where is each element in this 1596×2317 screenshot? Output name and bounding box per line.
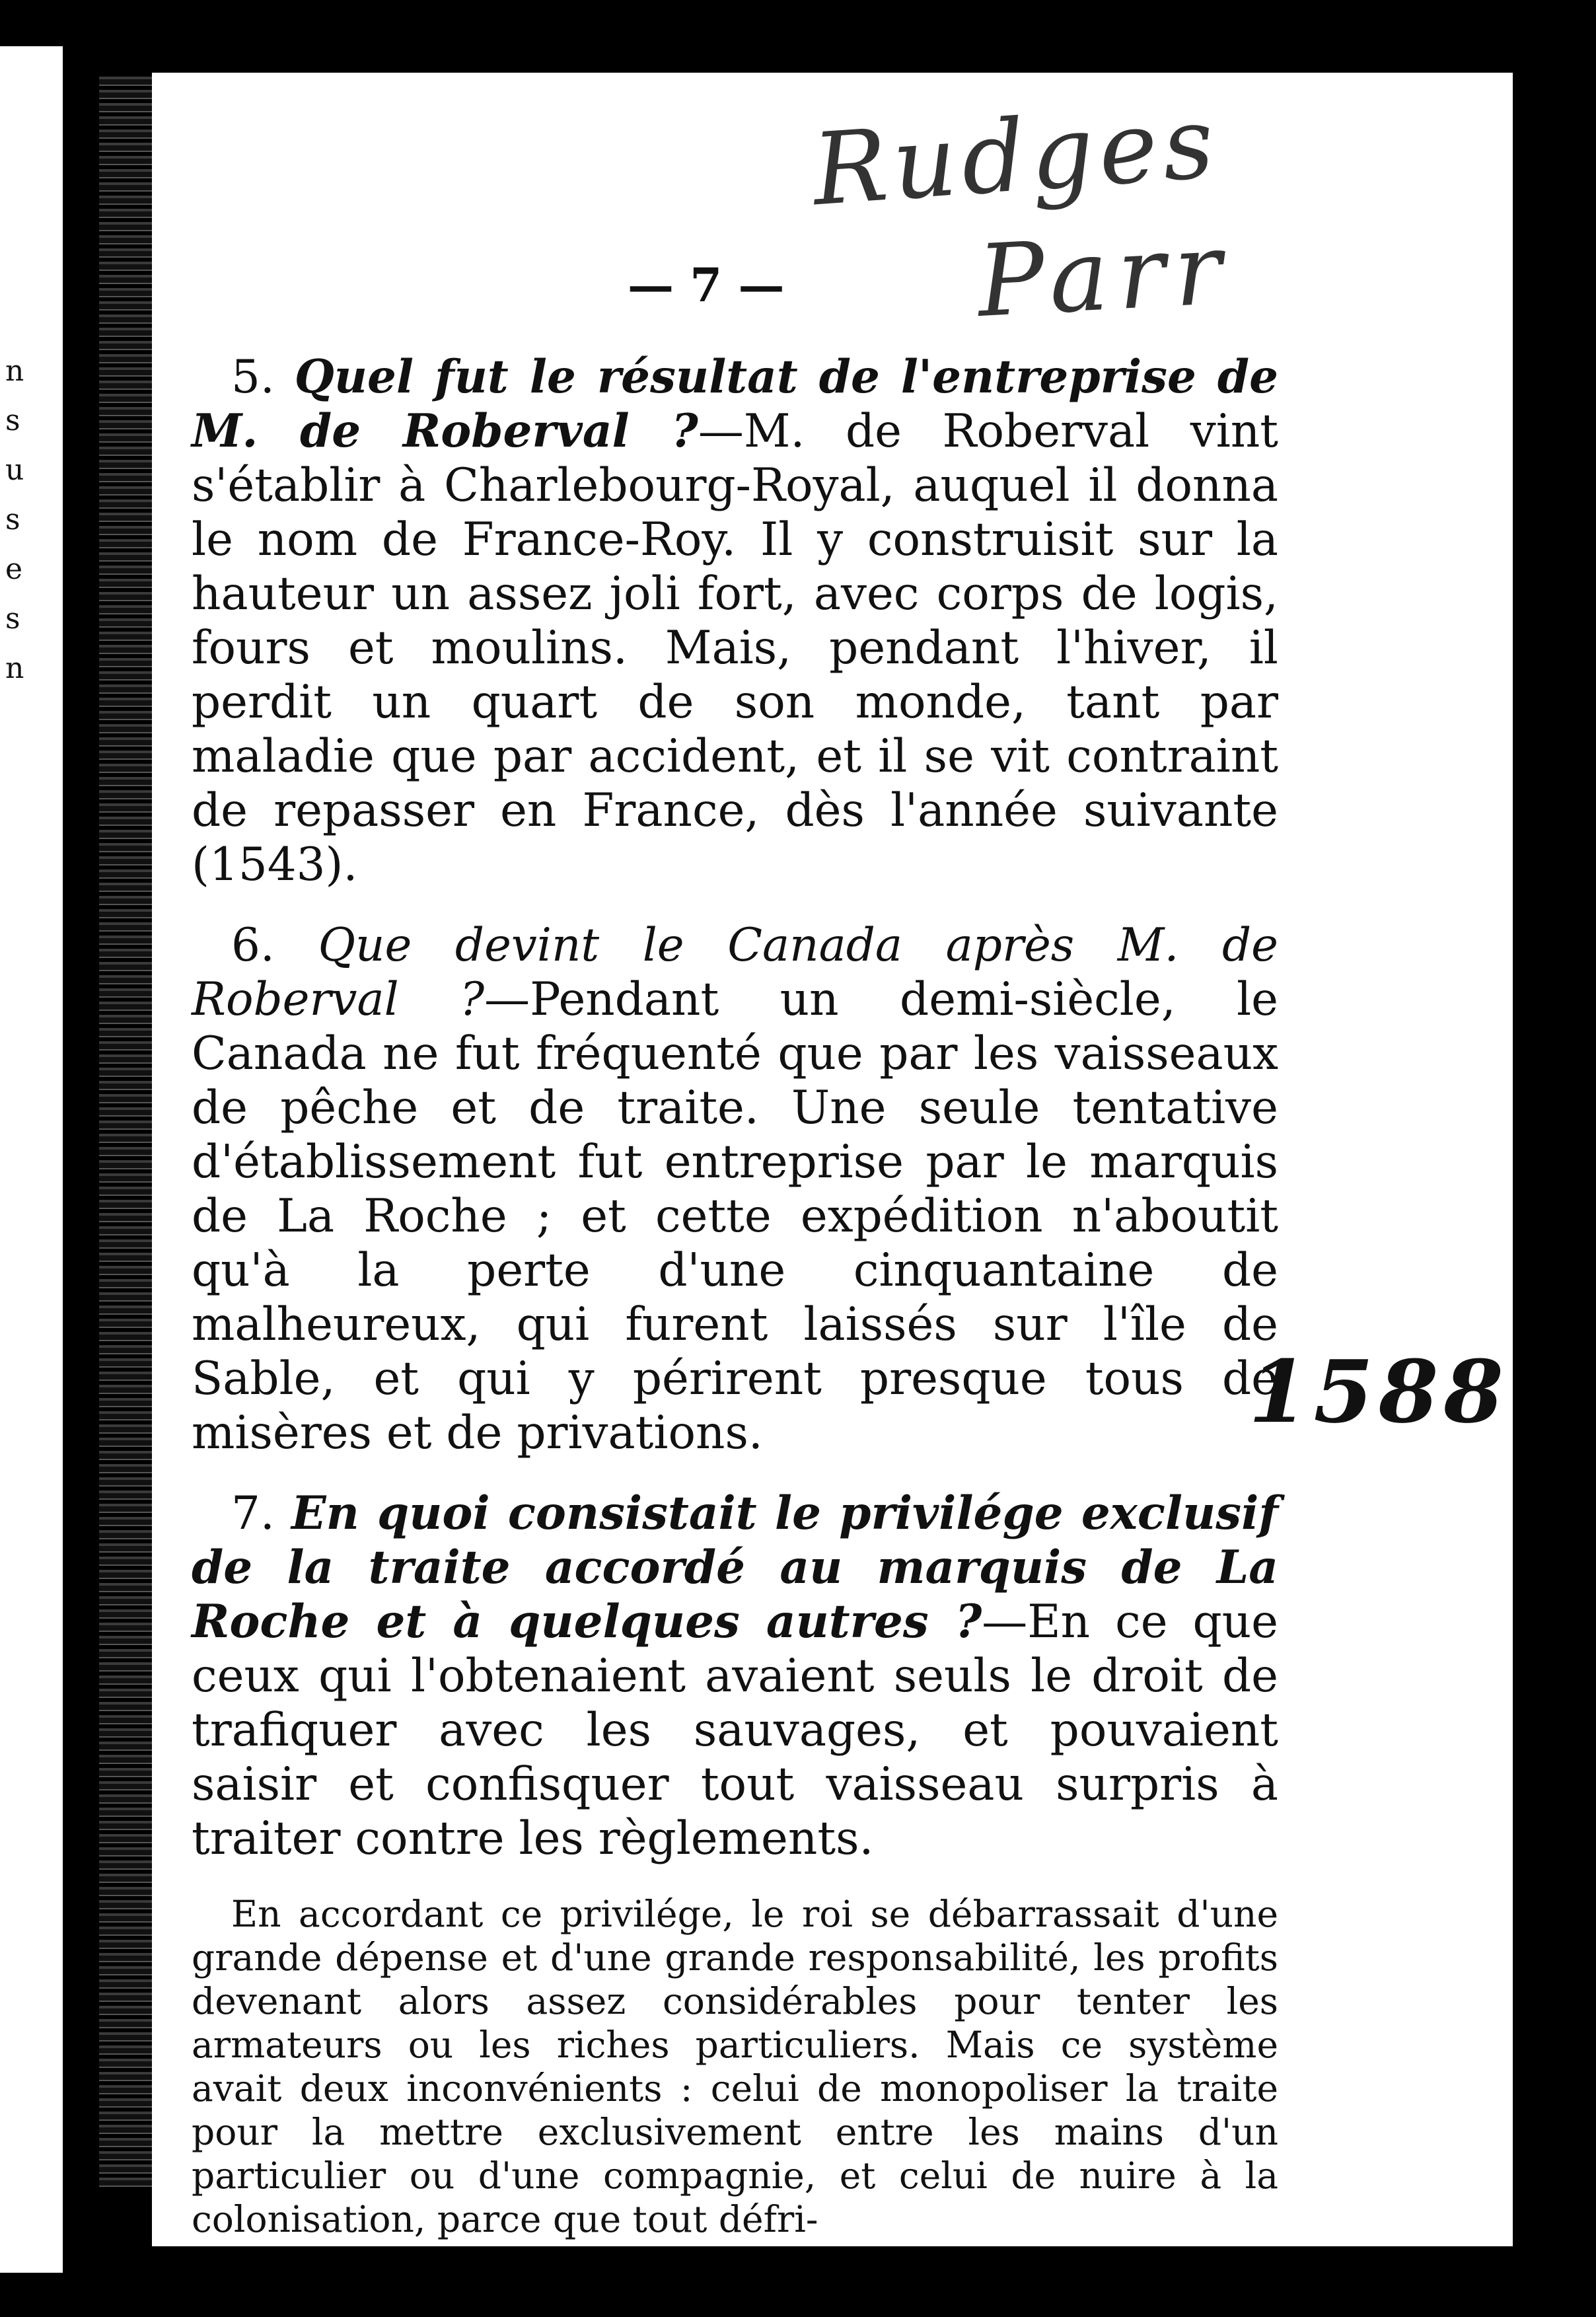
answer-text: —En ce que ceux qui l'obtenaient avaient seuls le droit de trafiquer avec les sauvages, et pouvaient saisir et confisquer tout vaisseau surpris à traiter contre les règlements. xyxy=(192,1596,1278,1865)
book-page xyxy=(152,73,1513,2246)
handwritten-date: 1588 xyxy=(1249,1341,1509,1442)
page-body xyxy=(192,350,1278,2241)
question-text: Quel fut le résultat de l'entreprise de M. de Roberval ? xyxy=(192,350,1278,458)
note-paragraph: En accordant ce privilége, le roi se débarrassait d'une grande dépense et d'une grande responsabilité, les profits devenant alors assez considérables pour tenter les armateurs ou les riches particuliers. Mais ce système avait deux inconvénients : celui de monopoliser la traite pour la mettre exclusivement entre les mains d'un particulier ou d'une compagnie, et celui de nuire à la colonisation, parce que tout défri- xyxy=(192,1893,1278,2240)
question-paragraph xyxy=(192,350,1278,892)
margin-fragment: s xyxy=(5,503,20,536)
question-paragraph xyxy=(192,1487,1278,1866)
margin-fragment: n xyxy=(5,651,24,685)
question-text: Que devint le Canada après M. de Roberval ? xyxy=(192,919,1278,1026)
margin-fragment: s xyxy=(5,602,20,636)
handwritten-annotation: Parr xyxy=(974,211,1234,340)
question-text: En quoi consistait le privilége exclusif de la traite accordé au marquis de La Roche et à quelques autres ? xyxy=(192,1487,1278,1648)
question-paragraph xyxy=(192,918,1278,1460)
answer-text: —Pendant un demi-siècle, le Canada ne fut fréquenté que par les vaisseaux de pêche et de traite. Une seule tentative d'établissement fut entreprise par le marquis de La Roche ; et cette expédition n'aboutit qu'à la perte d'une cinquantaine de malheureux, qui furent laissés sur l'île de Sable, et qui y périrent presque tous de misères et de privations. xyxy=(192,973,1279,1459)
handwritten-annotation: Rudges xyxy=(809,85,1223,229)
page-number: — 7 — xyxy=(628,258,785,313)
book-gutter xyxy=(99,73,152,2187)
answer-text: —M. de Roberval vint s'établir à Charlebourg-Royal, auquel il donna le nom de France-Roy. Il y construisit sur la hauteur un assez joli fort, avec corps de logis, fours et moulins. Mais, pendant l'hiver, il perdit un quart de son monde, tant par maladie que par accident, et il se vit contraint de repasser en France, dès l'année suivante (1543). xyxy=(192,405,1278,891)
question-number: 6. xyxy=(231,919,275,972)
question-number: 5. xyxy=(231,351,275,404)
margin-fragment: e xyxy=(5,552,23,586)
question-number: 7. xyxy=(231,1487,275,1540)
margin-fragment: s xyxy=(5,404,20,437)
margin-fragment: n xyxy=(5,354,24,388)
adjacent-page-strip xyxy=(0,46,63,2273)
margin-fragment: u xyxy=(5,453,24,487)
